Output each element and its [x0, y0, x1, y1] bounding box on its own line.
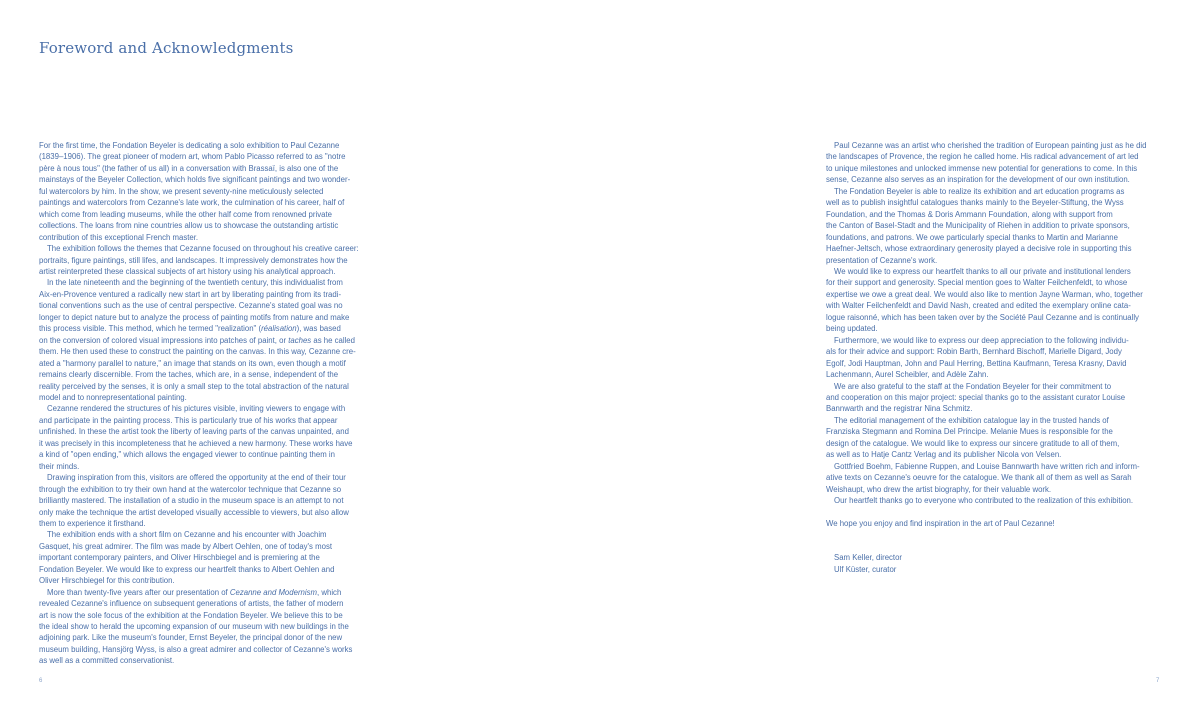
text-line: art is now the sole focus of the exhibition at the Fondation Beyeler. We believe this to be [39, 610, 343, 620]
text-line: Cezanne rendered the structures of his pictures visible, inviting viewers to engage with [47, 404, 346, 414]
text-line: Furthermore, we would like to express our deep appreciation to the following individu- [834, 335, 1129, 345]
text-line: Paul Cezanne was an artist who cherished the tradition of European painting just as he did [834, 141, 1147, 150]
text-run: this process visible. This method, which he termed "realization" ( [39, 324, 262, 334]
right-column-text [826, 140, 1166, 575]
text-line: them. He then used these to construct the painting on the canvas. In this way, Cezanne cre- [39, 347, 356, 357]
text-run: ), was based [296, 324, 341, 334]
text-line: Gasquet, his great admirer. The film was made by Albert Oehlen, one of today's most [39, 541, 333, 551]
text-line: expertise we owe a great deal. We would also like to mention Jayne Warman, who, together [826, 289, 1143, 299]
paragraph-gap [826, 507, 1166, 518]
text-line: brilliantly mastered. The installation of a studio in the museum space is an attempt to not [39, 496, 344, 506]
text-line: portraits, figure paintings, still lifes, and landscapes. It impressively demonstrates how the [39, 255, 348, 265]
text-line: Bannwarth and the registrar Nina Schmitz. [826, 404, 973, 414]
text-line: as well as a committed conservationist. [39, 656, 175, 666]
text-line: Our heartfelt thanks go to everyone who contributed to the realization of this exhibition. [834, 496, 1134, 506]
italic-title: Cezanne and Modernism [229, 587, 318, 597]
text-line: foundations, and patrons. We owe particularly special thanks to Martin and Marianne [826, 232, 1118, 242]
text-line: contribution of this exceptional French master. [39, 232, 199, 242]
text-line: ful watercolors by him. In the show, we present seventy-nine meticulously selected [39, 186, 324, 196]
text-line: ative texts on Cezanne's oeuvre for the catalogue. We thank all of them as well as Sarah [826, 473, 1132, 483]
text-run: More than twenty-five years after our presentation of [47, 587, 230, 597]
text-line: The exhibition follows the themes that Cezanne focused on throughout his creative career: [47, 244, 359, 254]
page-title: Foreword and Acknowledgments [39, 39, 294, 57]
text-line: and participate in the painting process. This is particularly true of his works that appear [39, 415, 338, 425]
paragraph-gap [826, 541, 1166, 552]
text-line [39, 335, 379, 346]
text-line: unfinished. In these the artist took the liberty of leaving parts of the canvas unpainted, and [39, 427, 349, 437]
text-line: We are also grateful to the staff at the Fondation Beyeler for their commitment to [834, 381, 1112, 391]
text-line: adjoining park. Like the museum's founder, Ernst Beyeler, the principal donor of the new [39, 633, 343, 643]
text-line: their minds. [39, 461, 80, 471]
text-line: model and to nonrepresentational painting. [39, 392, 187, 402]
text-line: a kind of "open ending," which allows the engaged viewer to continue painting them in [39, 450, 335, 460]
text-line: Franziska Stegmann and Romina Del Principe. Melanie Mues is responsible for the [826, 427, 1113, 437]
text-line: which come from leading museums, while the other half come from renowned private [39, 209, 332, 219]
text-line: presentation of Cezanne's work. [826, 255, 938, 265]
text-line: the Canton of Basel-Stadt and the Municipality of Riehen in addition to private sponsors, [826, 221, 1130, 231]
text-line: Foundation, and the Thomas & Doris Ammann Foundation, along with support from [826, 209, 1113, 219]
paragraph-gap [826, 529, 1166, 540]
text-line: ated a "harmony parallel to nature," an image that stands on its own, even though a motif [39, 358, 346, 368]
text-line: In the late nineteenth and the beginning of the twentieth century, this individualist from [47, 278, 343, 288]
text-line: as well as to Hatje Cantz Verlag and its publisher Nicola von Velsen. [826, 450, 1062, 460]
text-line: for their support and generosity. Special mention goes to Walter Feilchenfeldt, to whose [826, 278, 1128, 288]
text-line: the ideal show to herald the upcoming expansion of our museum with new buildings in the [39, 622, 349, 632]
text-line [39, 587, 379, 598]
text-line: and cooperation on this major project: special thanks go to the assistant curator Louise [826, 392, 1126, 402]
text-line: Haefner-Jeltsch, whose extraordinary generosity played a decisive role in supporting this [826, 244, 1132, 254]
text-line: sense, Cezanne also serves as an inspiration for the development of our own institution. [826, 175, 1130, 185]
text-line: als for their advice and support: Robin Barth, Bernhard Bischoff, Marielle Digard, Jody [826, 347, 1122, 357]
text-line: important contemporary painters, and Oliver Hirschbiegel and is premiering at the [39, 553, 320, 563]
text-line: Lachenmann, Aurel Scheibler, and Adèle Zahn. [826, 370, 989, 380]
text-line: The exhibition ends with a short film on Cezanne and his encounter with Joachim [47, 530, 327, 540]
closing-line: We hope you enjoy and find inspiration in the art of Paul Cezanne! [826, 518, 1055, 528]
text-line: through the exhibition to try their own hand at the watercolor technique that Cezanne so [39, 484, 342, 494]
text-line: logue raisonné, which has been taken over by the Société Paul Cezanne and is continually [826, 312, 1139, 322]
text-line: mainstays of the Beyeler Collection, which holds five significant paintings and two wonder- [39, 175, 351, 185]
text-line: tional conventions such as the use of central perspective. Cezanne's stated goal was no [39, 301, 343, 311]
text-run: , which [317, 587, 342, 597]
text-line: longer to depict nature but to analyze the process of painting motifs from nature and make [39, 312, 350, 322]
text-run: on the conversion of colored visual impressions into patches of paint, or [39, 335, 289, 345]
text-run: as he called [311, 335, 355, 345]
text-line: For the first time, the Fondation Beyeler is dedicating a solo exhibition to Paul Cezanne [39, 141, 340, 150]
text-line [39, 323, 379, 334]
text-line: (1839–1906). The great pioneer of modern art, whom Pablo Picasso referred to as "notre [39, 152, 346, 162]
text-line: The Fondation Beyeler is able to realize its exhibition and art education programs as [834, 186, 1125, 196]
italic-term: réalisation [261, 324, 297, 334]
text-line: being updated. [826, 324, 878, 334]
text-line: artist reinterpreted these classical subjects of art history using his analytical approach. [39, 266, 336, 276]
text-line: Drawing inspiration from this, visitors are offered the opportunity at the end of their tour [47, 473, 346, 483]
text-line: Aix-en-Provence ventured a radically new start in art by liberating painting from its tradi- [39, 289, 342, 299]
text-line: Gottfried Boehm, Fabienne Ruppen, and Louise Bannwarth have written rich and inform- [834, 461, 1140, 471]
text-line: Weishaupt, who drew the artist biography, for their valuable work. [826, 484, 1052, 494]
text-line: them to experience it firsthand. [39, 518, 146, 528]
text-line: Egolf, Jodi Hauptman, John and Paul Herring, Bettina Kaufmann, Teresa Krasny, David [826, 358, 1127, 368]
text-line: Oliver Hirschbiegel for this contribution. [39, 576, 175, 586]
signature-director: Sam Keller, director [834, 553, 903, 563]
page-number-left: 6 [39, 678, 43, 684]
text-line: revealed Cezanne's influence on subsequent generations of artists, the father of modern [39, 599, 344, 609]
text-line: reality perceived by the senses, it is only a small step to the total abstraction of the natural [39, 381, 349, 391]
text-line: collections. The loans from nine countries allow us to showcase the outstanding artistic [39, 221, 339, 231]
signature-curator: Ulf Küster, curator [834, 564, 897, 574]
text-line: museum building, Hansjörg Wyss, is also a great admirer and collector of Cezanne's works [39, 644, 353, 654]
left-column-text [39, 140, 379, 667]
text-line: only make the technique the artist developed visually accessible to viewers, but also allow [39, 507, 349, 517]
text-line: it was precisely in this incompleteness that he achieved a new harmony. These works have [39, 438, 353, 448]
text-line: paintings and watercolors from Cezanne's late work, the culmination of his career, half of [39, 198, 345, 208]
text-line: remains clearly discernible. From the taches, which are, in a sense, independent of the [39, 370, 339, 380]
text-line: design of the catalogue. We would like to express our sincere gratitude to all of them, [826, 438, 1120, 448]
text-line: the landscapes of Provence, the region he called home. His radical advancement of art led [826, 152, 1139, 162]
page-number-right: 7 [1156, 678, 1160, 684]
text-line: Fondation Beyeler. We would like to express our heartfelt thanks to Albert Oehlen and [39, 564, 335, 574]
text-line: The editorial management of the exhibition catalogue lay in the trusted hands of [834, 415, 1109, 425]
text-line: We would like to express our heartfelt thanks to all our private and institutional lenders [834, 266, 1131, 276]
italic-term: taches [288, 335, 312, 345]
text-line: with Walter Feilchenfeldt and David Nash, created and edited the exemplary online cata- [826, 301, 1131, 311]
text-line: well as to publish insightful catalogues thanks mainly to the Beyeler-Stiftung, the Wyss [826, 198, 1124, 208]
text-line: to unique milestones and unlocked immense new potential for generations to come. In this [826, 163, 1138, 173]
text-line: père à nous tous" (the father of us all) in a conversation with Brassaï, is also one of the [39, 163, 339, 173]
